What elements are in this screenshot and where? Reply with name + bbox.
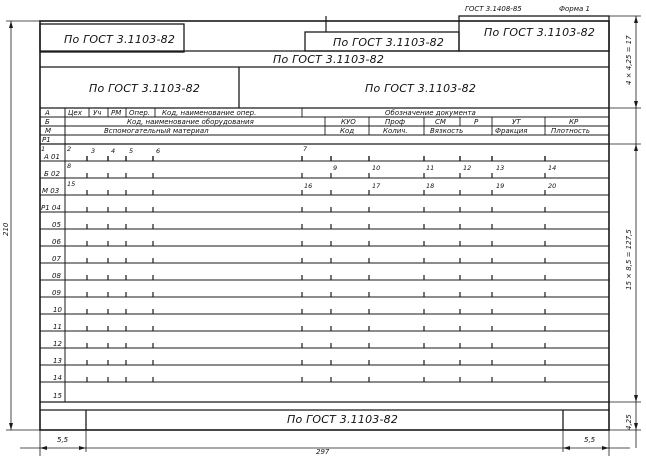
col-number: 14 [548,164,557,172]
header-sm: СМ [435,118,446,126]
row-label: Б 02 [44,170,60,178]
col-number: 2 [67,145,72,153]
gost-standard-label: ГОСТ 3.1408-85 [465,5,522,13]
header-prof: Проф [385,118,405,126]
col-number: 1 [41,145,46,153]
row-label: Р1 04 [41,204,61,212]
col-number: 18 [426,182,435,190]
row-label: 10 [53,306,62,314]
row-label: 09 [52,289,61,297]
header-plotnost: Плотность [551,127,591,135]
col-number: 9 [333,164,338,172]
col-number: 19 [496,182,505,190]
dimension-right-margin: 5,5 [584,436,596,444]
row-label: 05 [52,221,61,229]
dimension-left-height: 210 [2,222,10,236]
header-kuo: КУО [341,118,356,126]
row-label: 15 [53,392,62,400]
col-number: 20 [548,182,557,190]
row-label: 12 [53,340,62,348]
header-oper-name: Код, наименование опер. [162,109,257,117]
row-label: 14 [53,374,62,382]
row-label: 13 [53,357,62,365]
row-label: А 01 [44,153,60,161]
col-number: 16 [304,182,313,190]
row2-title: По ГОСТ 3.1103-82 [273,53,385,66]
col-number: 12 [463,164,472,172]
header-cex: Цех [68,109,82,117]
col-number: 5 [129,147,134,155]
row-label: 08 [52,272,61,280]
header-kod: Код [340,127,355,135]
col-number: 3 [91,147,96,155]
header-vyazkost: Вязкость [430,127,464,135]
header-kolich: Колич. [383,127,408,135]
row-b-label: Б [45,118,50,126]
row-label: 11 [53,323,62,331]
dimension-right-bottom: 4,25 [625,414,633,430]
header-ut: УТ [512,118,521,126]
dimension-right-top: 4 × 4,25 = 17 [625,35,633,85]
row3-right-title: По ГОСТ 3.1103-82 [365,82,477,95]
col-number: 15 [67,180,76,188]
header-material: Вспомогательный материал [104,127,209,135]
header-rm: РМ [111,109,122,117]
col-number: 6 [156,147,161,155]
bottom-title: По ГОСТ 3.1103-82 [287,413,399,426]
col-number: 13 [496,164,505,172]
header-oper: Опер. [129,109,151,117]
row-m-label: М [45,127,52,135]
row-label: 06 [52,238,61,246]
header-uch: Уч [93,109,102,117]
row3-left-title: По ГОСТ 3.1103-82 [89,82,201,95]
header-fraktsiya: Фракция [495,127,528,135]
col-number: 17 [372,182,381,190]
col-number: 7 [303,145,308,153]
row-r1-label: Р1 [42,136,51,144]
row-label: 07 [52,255,61,263]
dimension-left-margin: 5,5 [57,436,69,444]
header-kr: КР [569,118,579,126]
col-number: 11 [426,164,435,172]
header-document: Обозначение документа [385,109,476,117]
col-number: 8 [67,162,72,170]
header-r: Р [474,118,479,126]
form-number-label: Форма 1 [559,5,591,13]
row-a-label: А [45,109,50,117]
top-right-title: По ГОСТ 3.1103-82 [484,26,596,39]
col-number: 10 [372,164,381,172]
dimension-bottom-width: 297 [316,448,330,456]
row-tick-marks [87,173,545,382]
row-label: М 03 [42,187,60,195]
top-left-title: По ГОСТ 3.1103-82 [64,33,176,46]
header-equipment: Код, наименование оборудования [127,118,254,126]
col-number: 4 [111,147,116,155]
top-mid-title: По ГОСТ 3.1103-82 [333,36,445,49]
dimension-right-middle: 15 × 8,5 = 127,5 [625,229,633,290]
